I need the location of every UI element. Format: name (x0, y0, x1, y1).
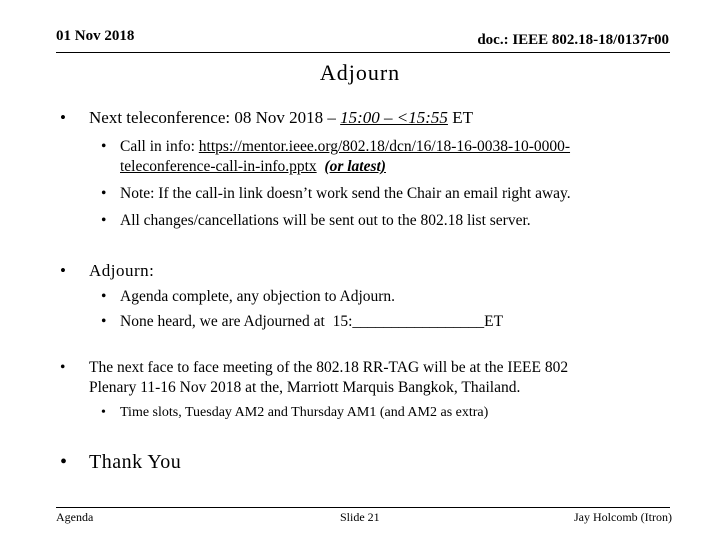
footer-rule (56, 507, 670, 508)
thank-you-text: Thank You (89, 451, 182, 473)
note-text: Note: If the call-in link doesn’t work send the Chair an email right away. (120, 185, 571, 202)
bullet-agenda-complete: • (101, 288, 107, 305)
bullet-none-heard: • (101, 313, 107, 330)
slide-title: Adjourn (319, 60, 401, 85)
call-in-line2 (120, 158, 386, 176)
header-rule (56, 52, 670, 53)
agenda-complete-text: Agenda complete, any objection to Adjourn. (120, 288, 396, 305)
call-in-link-cont[interactable]: teleconference-call-in-info.pptx (120, 158, 317, 175)
bullet-next-telecon: • (60, 108, 66, 127)
call-in-link[interactable]: https://mentor.ieee.org/802.18/dcn/16/18-16-0038-10-0000- (198, 138, 571, 155)
bullet-adjourn: • (60, 261, 66, 280)
call-in-line1 (120, 138, 570, 156)
or-latest-text: (or latest) (324, 158, 386, 175)
header-date: 01 Nov 2018 (56, 28, 135, 44)
none-heard-text: None heard, we are Adjourned at 15:_________________ET (120, 313, 504, 330)
next-telecon-time: 15:00 – <15:55 (340, 108, 448, 127)
bullet-note: • (101, 185, 107, 202)
footer-left: Agenda (56, 510, 94, 524)
call-in-prefix: Call in info: (120, 138, 199, 155)
bullet-time-slots: • (101, 405, 106, 420)
next-telecon-prefix: Next teleconference: 08 Nov 2018 – (89, 108, 341, 127)
next-telecon-text (89, 108, 473, 128)
bullet-face-to-face: • (60, 359, 66, 376)
face-to-face-line1: The next face to face meeting of the 802.18 RR-TAG will be at the IEEE 802 (89, 359, 569, 376)
footer-slide-number: Slide 21 (340, 510, 380, 524)
bullet-thank-you: • (60, 451, 68, 473)
face-to-face-line2: Plenary 11-16 Nov 2018 at the, Marriott Marquis Bangkok, Thailand. (89, 379, 521, 396)
time-slots-text: Time slots, Tuesday AM2 and Thursday AM1 (and AM2 as extra) (120, 405, 489, 420)
adjourn-heading: Adjourn: (89, 261, 155, 280)
changes-text: All changes/cancellations will be sent out to the 802.18 list server. (120, 212, 531, 229)
footer-author: Jay Holcomb (Itron) (574, 510, 672, 524)
next-telecon-suffix: ET (447, 108, 473, 127)
bullet-call-in: • (101, 138, 107, 155)
bullet-changes: • (101, 212, 107, 229)
header-doc-id: doc.: IEEE 802.18-18/0137r00 (477, 32, 669, 48)
